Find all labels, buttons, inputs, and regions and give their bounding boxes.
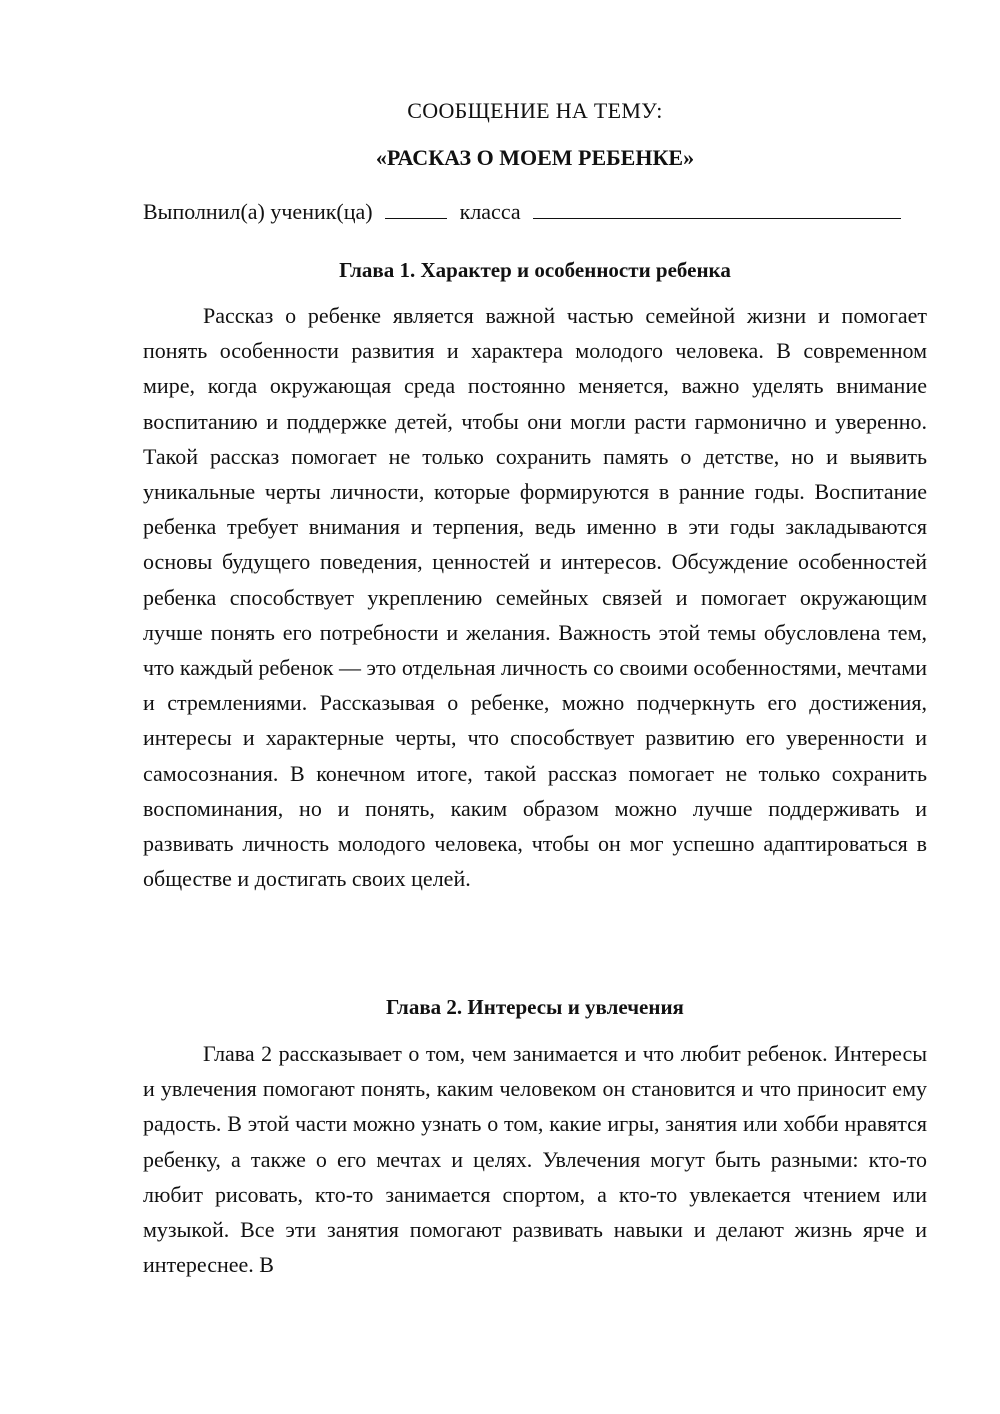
chapter-2-heading: Глава 2. Интересы и увлечения — [386, 995, 684, 1019]
chapter-1-paragraph: Рассказ о ребенке является важной частью семейной жизни и помогает понять особенности развития и характера молодого человека. В современном мире, когда окружающая среда постоянно меняется, важно уделять внимание воспитанию и поддержке детей, чтобы они могли расти гармонично и уверенно. Такой рассказ помогает не только сохранить память о детстве, но и выявить уникальные черты личности, которые формируются в ранние годы. Воспитание ребенка требует внимания и терпения, ведь именно в эти годы закладываются основы будущего поведения, ценностей и интересов. Обсуждение особенностей ребенка способствует укреплению семейных связей и помогает окружающим лучше понять его потребности и желания. Важность этой темы обусловлена тем, что каждый ребенок — это отдельная личность со своими особенностями, мечтами и стремлениями. Рассказывая о ребенке, можно подчеркнуть его достижения, интересы и характерные черты, что способствует развитию его уверенности и самосознания. В конечном итоге, такой рассказ помогает не только сохранить воспоминания, но и понять, каким образом можно лучше поддерживать и развивать личность молодого человека, чтобы он мог успешно адаптироваться в обществе и достигать своих целей. — [143, 303, 927, 892]
document-subtitle: СООБЩЕНИЕ НА ТЕМУ: — [407, 98, 663, 123]
author-line — [143, 198, 943, 226]
class-label: класса — [459, 199, 521, 224]
name-blank — [533, 198, 901, 219]
class-number-blank — [385, 198, 447, 219]
chapter-2-paragraph: Глава 2 рассказывает о том, чем занимается и что любит ребенок. Интересы и увлечения помогают понять, каким человеком он становится и что приносит ему радость. В этой части можно узнать о том, какие игры, занятия или хобби нравятся ребенку, а также о его мечтах и целях. Увлечения могут быть разными: кто-то любит рисовать, кто-то занимается спортом, а кто-то увлекается чтением или музыкой. Все эти занятия помогают развивать навыки и делают жизнь ярче и интереснее. В — [143, 1041, 927, 1278]
performed-by-label: Выполнил(а) ученик(ца) — [143, 199, 373, 224]
chapter-1-heading: Глава 1. Характер и особенности ребенка — [339, 258, 731, 282]
document-title: «РАСКАЗ О МОЕМ РЕБЕНКЕ» — [375, 145, 695, 170]
